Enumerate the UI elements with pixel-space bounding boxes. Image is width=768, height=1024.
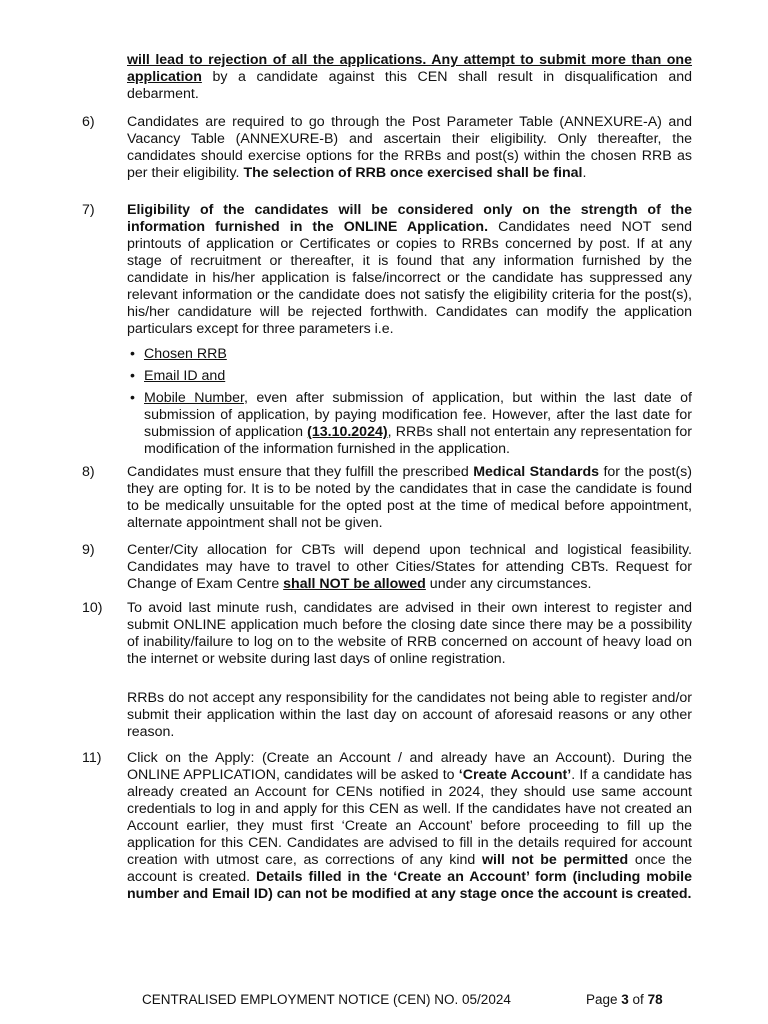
paragraph-10: To avoid last minute rush, candidates are advised in their own interest to register and submit ONLINE application much before the closing date since there may be a possibility of inability/failure to log on to the website of RRB concerned on account of heavy load on the internet or website during last days of online registration. — [127, 600, 692, 667]
p11-bold-3: Details filled in the ‘Create an Account’ form (including mobile number and Email ID) can not be modified at any stage once the account is created. — [127, 869, 693, 902]
paragraph-6 — [127, 114, 692, 182]
p6-text: Candidates are required to go through the Post Parameter Table (ANNEXURE-A) and Vacancy Table (ANNEXURE-B) and ascertain their eligibility. Only thereafter, the candidates should exercise options for the RRBs and post(s) within the chosen RRB as per their eligibility. — [127, 114, 692, 181]
item-number-11: 11) — [82, 750, 102, 766]
p8-bold: Medical Standards — [473, 464, 600, 480]
bullet-dot-3: • — [130, 390, 135, 406]
footer-page-number: Page 3 of 78 — [586, 992, 663, 1007]
item-number-8: 8) — [82, 464, 95, 480]
footer-notice: CENTRALISED EMPLOYMENT NOTICE (CEN) NO. 05/2024 — [142, 992, 511, 1007]
item-number-7: 7) — [82, 202, 95, 218]
p7-bold: Eligibility of the candidates will be considered only on the strength of the information furnished in the ONLINE Application. — [127, 202, 692, 235]
bullet-dot-1: • — [130, 346, 135, 362]
bullet-dot-2: • — [130, 368, 135, 384]
item-number-9: 9) — [82, 542, 95, 558]
paragraph-8: Candidates must ensure that they fulfill the prescribed Medical Standards for the post(s) they are opting for. It is to be noted by the candidates that in case the candidate is found to be medically unsuitable for the opted post at the time of medical before appointment, alternate appointment shall not be given. — [127, 464, 692, 531]
bullet-item-2: Email ID and — [144, 368, 226, 384]
intro-paragraph — [127, 52, 692, 103]
last-date: (13.10.2024) — [307, 424, 388, 440]
p11-bold-2: will not be permitted — [482, 852, 629, 868]
item-number-6: 6) — [82, 114, 95, 130]
p11-bold-1: ‘Create Account’ — [458, 767, 572, 783]
p7-text: Candidates need NOT send printouts of application or Certificates or copies to RRBs concerned by post. If at any stage of recruitment or thereafter, it is found that any information furnished by the candidate in his/her application is false/incorrect or the candidate has suppressed any relevant information or the candidate does not satisfy the eligibility criteria for the post(s), his/her candidature will be rejected forthwith. Candidates can modify the application particulars except for three parameters i.e. — [127, 219, 693, 337]
bullet-item-3: Mobile Number, even after submission of application, but within the last date of submission of application, by paying modification fee. However, after the last date for submission of application (13.10.2024), RRBs shall not entertain any representation for modification of the information furnished in the application. — [144, 390, 692, 457]
intro-text: by a candidate against this CEN shall result in disqualification and debarment. — [127, 69, 692, 102]
bullet-item-1: Chosen RRB — [144, 346, 227, 362]
p6-end: . — [582, 165, 587, 181]
paragraph-11: Click on the Apply: (Create an Account / and already have an Account). During the ONLINE APPLICATION, candidates will be asked to ‘Create Account’. If a candidate has already created an Account for CENs notified in 2024, they should use same account credentials to log in and apply for this CEN as well. If the candidates have not created an Account earlier, they must first ‘Create an Account’ before proceeding to fill up the application for this CEN. Candidates are advised to fill in the details required for account creation with utmost care, as corrections of any kind will not be permitted once the account is created. Details filled in the ‘Create an Account’ form (including mobile number and Email ID) can not be modified at any stage once the account is created. — [127, 750, 693, 902]
p6-bold: The selection of RRB once exercised shall be final — [243, 165, 583, 181]
p9-bold: shall NOT be allowed — [283, 576, 426, 592]
intro-bold: will lead to rejection of all the applications. Any attempt to submit more than one application — [127, 52, 692, 85]
paragraph-9: Center/City allocation for CBTs will depend upon technical and logistical feasibility. Candidates may have to travel to other Cities/States for attending CBTs. Request for Change of Exam Centre shall NOT be allowed under any circumstances. — [127, 542, 692, 592]
paragraph-10-continued: RRBs do not accept any responsibility for the candidates not being able to register and/or submit their application within the last day on account of aforesaid reasons or any other reason. — [127, 690, 692, 740]
item-number-10: 10) — [82, 600, 103, 616]
paragraph-7 — [127, 202, 692, 338]
bullet3-underlined: Mobile Number — [144, 390, 244, 406]
